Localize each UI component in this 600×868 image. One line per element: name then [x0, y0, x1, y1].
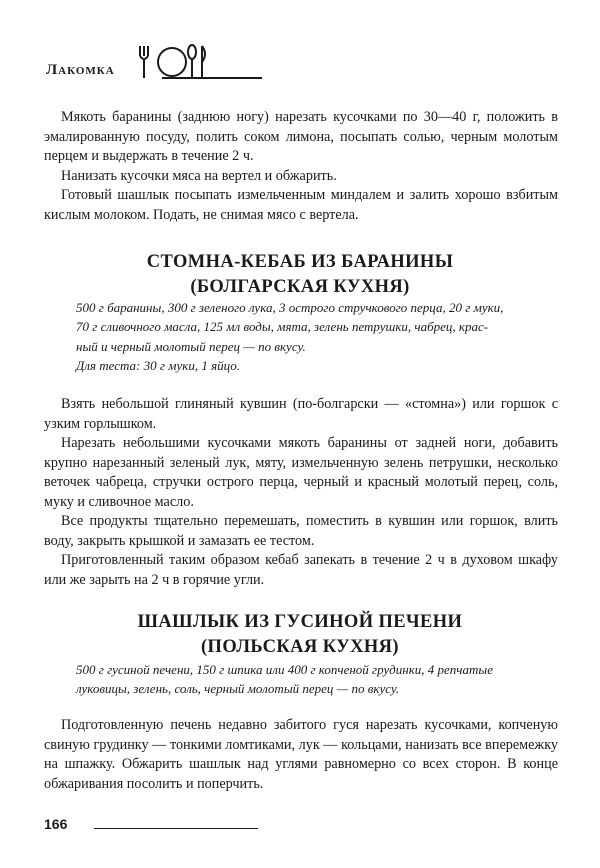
intro-paragraph: Мякоть баранины (заднюю ногу) нарезать кусочками по 30—40 г, положить в эмалированную посуду, полить соком лимона, посыпать солью, черным молотым перцем и выдержать в течение 2 ч. [44, 109, 558, 165]
step-paragraph: Нарезать небольшими кусочками мякоть баранины от задней ноги, добавить крупно нарезанный зеленый лук, мяту, измельченную зелень петрушки, несколько веточек чабреца, стручки острого перца, черный и красный молотый перец, соль, муку и сливочное масло. [44, 435, 558, 510]
ingredients-line: 500 г баранины, 300 г зеленого лука, 3 острого стручкового перца, 20 г муки, [76, 300, 504, 315]
header-title: Лакомка [46, 62, 115, 78]
ingredients-line: ный и черный молотый перец — по вкусу. [76, 338, 306, 354]
recipe-title: СТОМНА-КЕБАБ ИЗ БАРАНИНЫ [146, 252, 454, 272]
ingredients-line: 500 г гусиной печени, 150 г шпика или 400 г копченой грудинки, 4 репчатые [76, 662, 493, 677]
recipe-subtitle: (БОЛГАРСКАЯ КУХНЯ) [190, 277, 410, 297]
ingredients-line: 70 г сливочного масла, 125 мл воды, мята, зелень петрушки, чабрец, крас- [76, 319, 489, 335]
intro-paragraph: Готовый шашлык посыпать измельченным миндалем и залить хорошо взбитым кислым молоком. Подать, не снимая мясо с вертела. [44, 187, 558, 223]
step-paragraph: Подготовленную печень недавно забитого гуся нарезать кусочками, копченую свиную грудинку — тонкими ломтиками, лук — кольцами, нанизать все вперемежку на шпажку. Обжарить шашлык над углями равномерно со всех сторон. В конце обжаривания посолить и поперчить. [44, 717, 558, 792]
intro-paragraph: Нанизать кусочки мяса на вертел и обжарить. [61, 168, 337, 184]
ingredients-list [76, 298, 528, 376]
ingredients-line: Для теста: 30 г муки, 1 яйцо. [76, 358, 241, 374]
step-paragraph: Приготовленный таким образом кебаб запекать в течение 2 ч в духовом шкафу или же зарыть на 2 ч в горячие угли. [44, 552, 558, 588]
header-rule [162, 77, 262, 79]
page-number: 166 [44, 816, 68, 832]
step-paragraph: Взять небольшой глиняный кувшин (по-болгарски — «стомна») или горшок с узким горлышком. [44, 396, 558, 432]
ingredients-line: луковицы, зелень, соль, черный молотый перец — по вкусу. [76, 681, 400, 697]
step-paragraph: Все продукты тщательно перемешать, поместить в кувшин или горшок, влить воду, закрыть крышкой и замазать ее тестом. [44, 513, 558, 549]
recipe-subtitle: (ПОЛЬСКАЯ КУХНЯ) [201, 637, 399, 657]
footer-rule [94, 828, 258, 829]
recipe-title: ШАШЛЫК ИЗ ГУСИНОЙ ПЕЧЕНИ [137, 612, 463, 632]
running-header [46, 40, 246, 86]
cutlery-plate-icon [134, 40, 214, 80]
ingredients-list [76, 660, 528, 699]
